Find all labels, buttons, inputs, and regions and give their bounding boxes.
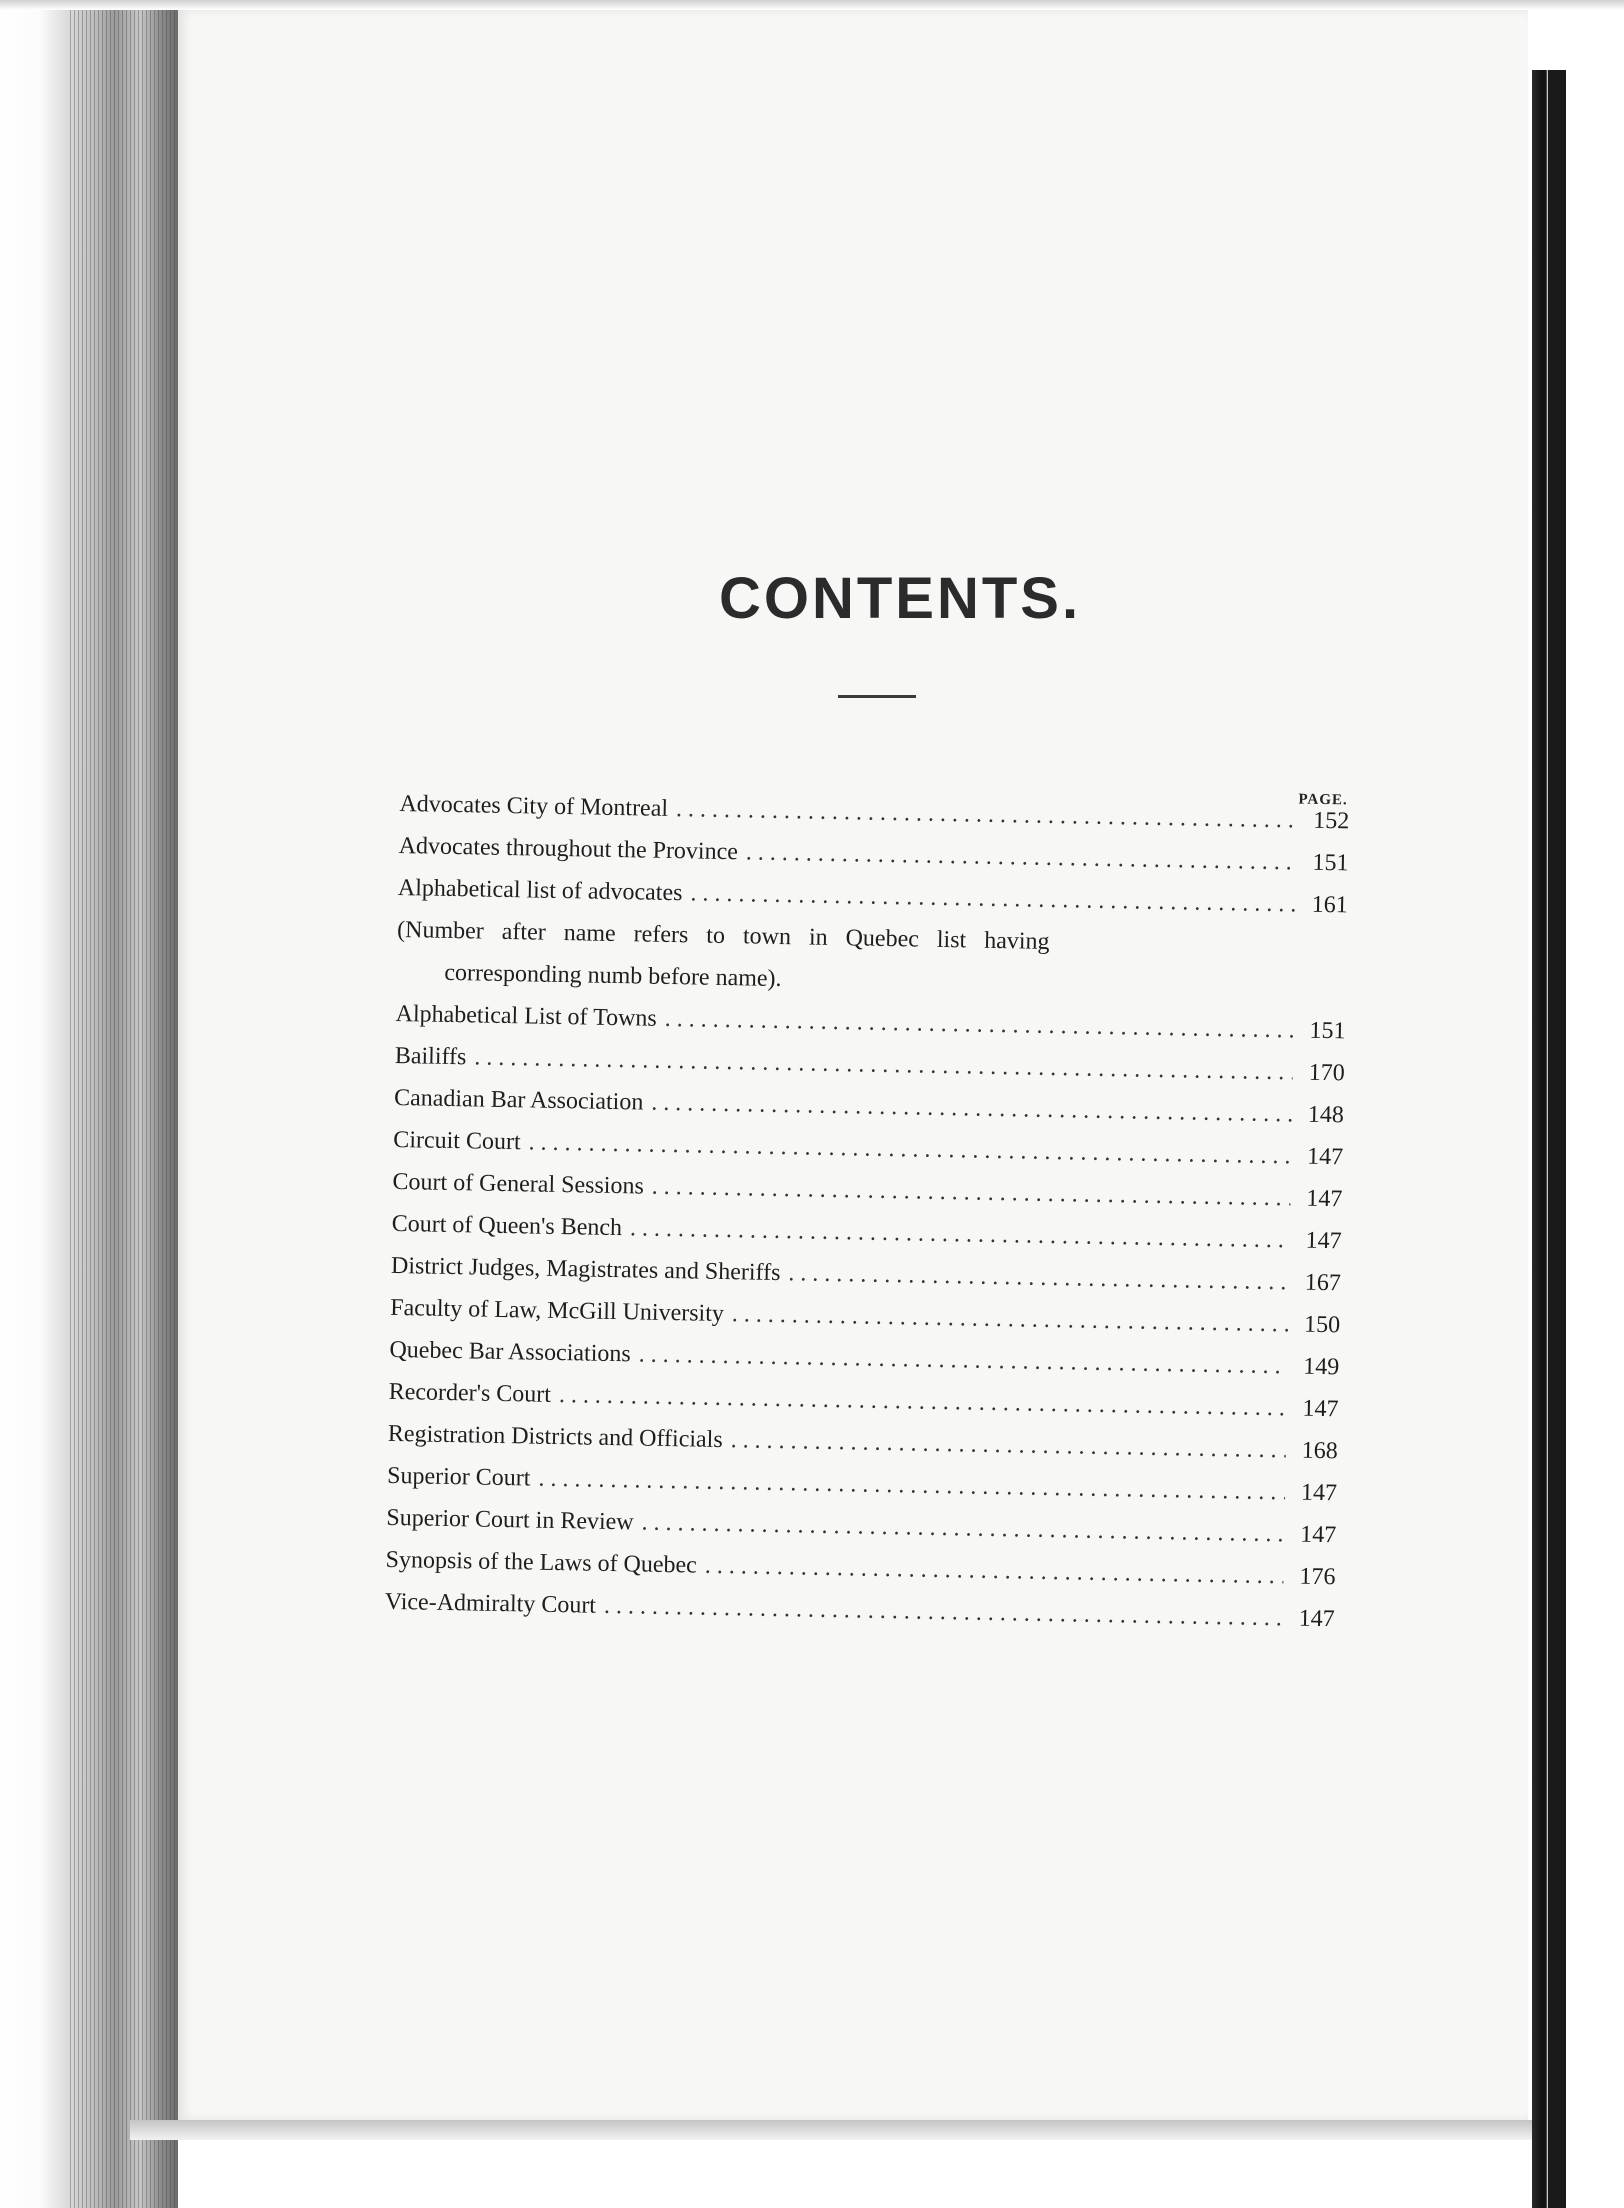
toc-entry-page: 148 bbox=[1307, 1101, 1345, 1129]
page-column-heading: PAGE. bbox=[1298, 791, 1348, 809]
toc-entry-label: Court of General Sessions bbox=[392, 1168, 645, 1200]
toc-entry-page: 161 bbox=[1311, 891, 1349, 919]
toc-entry-label: Alphabetical list of advocates bbox=[397, 874, 683, 907]
toc-entry-label: Recorder's Court bbox=[388, 1378, 552, 1408]
page-edge-lines bbox=[70, 0, 178, 2208]
toc-entry-label: Circuit Court bbox=[393, 1126, 521, 1156]
toc-note-line-1: (Number after name refers to town in Quebec list having bbox=[396, 916, 1050, 955]
toc-entry-page: 147 bbox=[1299, 1521, 1337, 1549]
toc-entry-page: 176 bbox=[1299, 1563, 1336, 1591]
toc-entry-label: Advocates throughout the Province bbox=[398, 832, 739, 866]
page-title: CONTENTS. bbox=[718, 566, 1082, 631]
bottom-shadow bbox=[130, 2120, 1540, 2140]
toc-entry-label: Superior Court in Review bbox=[386, 1504, 634, 1536]
toc-note-line-2: corresponding numb before name). bbox=[444, 959, 782, 993]
facing-page-spine bbox=[1548, 70, 1566, 2208]
facing-page-strip bbox=[1532, 70, 1624, 2208]
toc-entry-label: Synopsis of the Laws of Quebec bbox=[385, 1546, 698, 1579]
toc-entry-label: Superior Court bbox=[386, 1462, 531, 1492]
toc-entry-page: 147 bbox=[1306, 1143, 1344, 1171]
toc-entry-page: 147 bbox=[1305, 1227, 1342, 1255]
toc-entry-page: 147 bbox=[1306, 1185, 1343, 1213]
toc-entry-page: 151 bbox=[1312, 849, 1349, 877]
toc-entry-label: Registration Districts and Officials bbox=[387, 1420, 723, 1454]
toc-entry-page: 151 bbox=[1309, 1017, 1346, 1045]
toc-entry-label: Alphabetical List of Towns bbox=[395, 1000, 657, 1032]
title-rule bbox=[838, 695, 916, 698]
toc-entry-page: 167 bbox=[1304, 1269, 1342, 1297]
toc-entry-page: 147 bbox=[1300, 1479, 1338, 1507]
toc-entry-page: 149 bbox=[1303, 1353, 1340, 1381]
toc-entry-label: District Judges, Magistrates and Sheriffs bbox=[390, 1252, 781, 1287]
toc-entry-page: 150 bbox=[1303, 1311, 1341, 1339]
toc-entry-label: Court of Queen's Bench bbox=[391, 1210, 623, 1242]
toc-entry-label: Bailiffs bbox=[394, 1042, 467, 1071]
toc-entry-label: Vice-Admiralty Court bbox=[384, 1588, 597, 1619]
toc-entry-page: 147 bbox=[1302, 1395, 1339, 1423]
toc-entry-page: 170 bbox=[1308, 1059, 1345, 1087]
toc-entry-page: 147 bbox=[1298, 1605, 1335, 1633]
toc-entry-label: Canadian Bar Association bbox=[393, 1084, 644, 1116]
top-shadow bbox=[0, 0, 1624, 10]
toc-entry-page: 152 bbox=[1313, 807, 1350, 835]
table-of-contents bbox=[384, 775, 1350, 1648]
toc-entry-label: Advocates City of Montreal bbox=[399, 790, 669, 822]
toc-entry-label: Faculty of Law, McGill University bbox=[389, 1294, 725, 1328]
toc-entry-page: 168 bbox=[1301, 1437, 1339, 1465]
toc-entry-label: Quebec Bar Associations bbox=[389, 1336, 631, 1368]
